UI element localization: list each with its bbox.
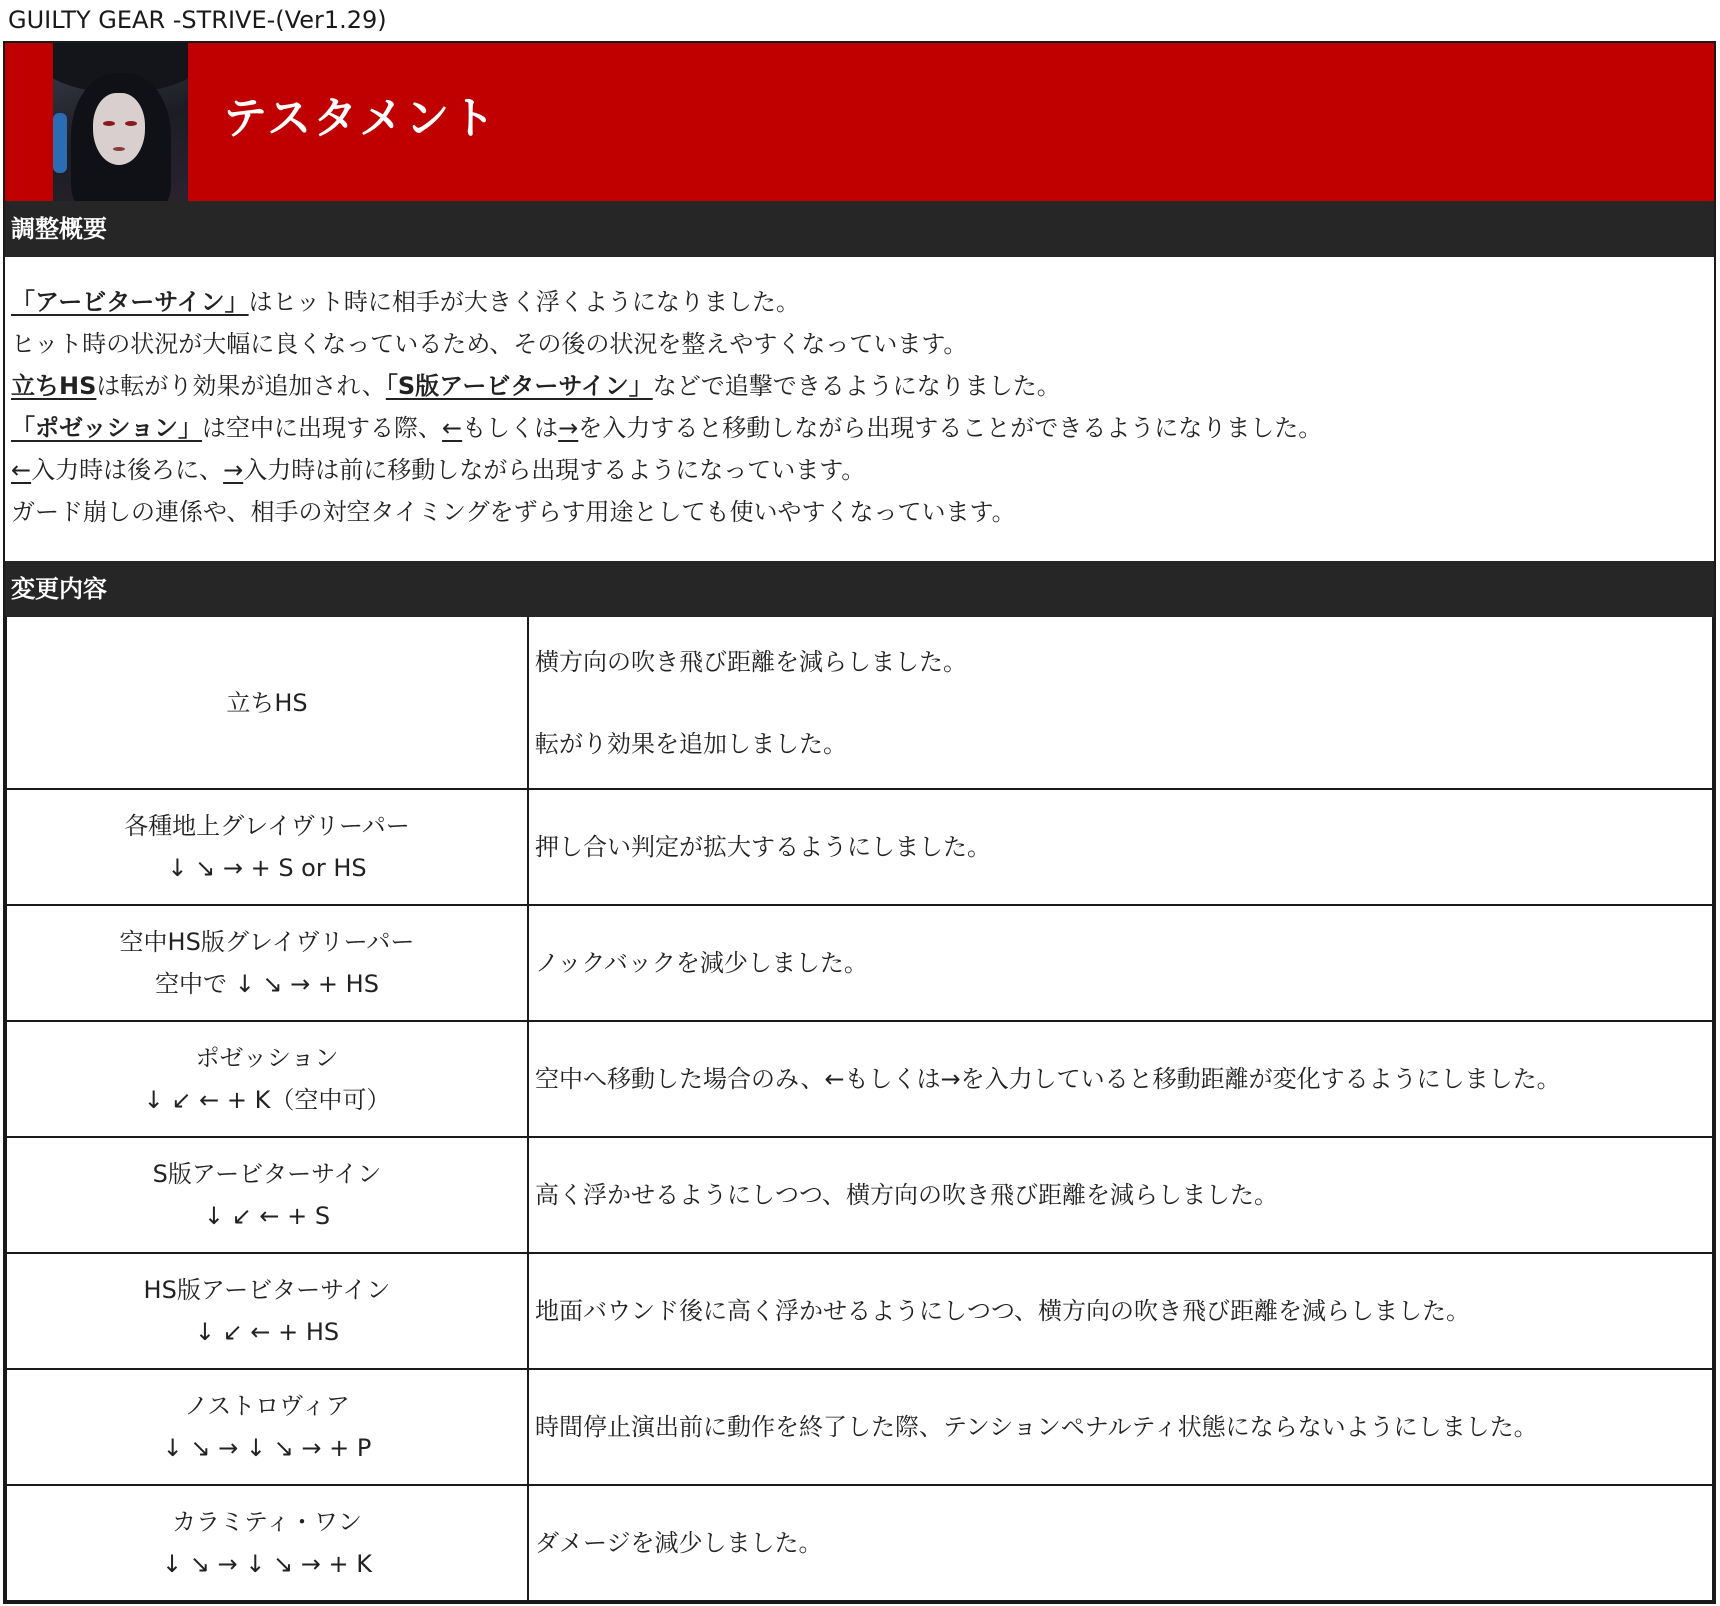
summary-text-fragment: ヒット時の状況が大幅に良くなっているため、その後の状況を整えやすくなっています。 <box>11 330 968 358</box>
move-cell <box>6 1369 528 1485</box>
portrait-lips <box>113 147 125 151</box>
patch-notes-panel <box>3 41 1716 1604</box>
summary-line <box>11 449 1701 491</box>
version-title: GUILTY GEAR -STRIVE-(Ver1.29) <box>8 6 387 34</box>
summary-text-fragment: などで追撃できるようになりました。 <box>652 372 1061 400</box>
move-name: 空中HS版グレイヴリーパー <box>119 928 415 956</box>
description-line: ノックバックを減少しました。 <box>535 949 868 977</box>
description-line: 横方向の吹き飛び距離を減らしました。 <box>535 647 967 676</box>
summary-text <box>11 281 1701 533</box>
portrait-accent <box>53 113 67 173</box>
description-cell <box>528 1485 1713 1601</box>
move-cell <box>6 905 528 1021</box>
move-name: ポゼッション <box>195 1044 339 1072</box>
summary-text-fragment: は空中に出現する際、 <box>202 414 443 442</box>
table-row <box>6 1369 1713 1485</box>
table-row <box>6 789 1713 905</box>
move-command: ↓ ↙ ← + K（空中可） <box>143 1086 391 1114</box>
changes-section-title: 変更内容 <box>5 561 1714 617</box>
description-cell <box>528 617 1713 789</box>
description-line: 転がり効果を追加しました。 <box>535 729 847 758</box>
description-cell <box>528 1369 1713 1485</box>
summary-section-title: 調整概要 <box>5 201 1714 257</box>
description-line: 高く浮かせるようにしつつ、横方向の吹き飛び距離を減らしました。 <box>535 1181 1279 1209</box>
move-cell <box>6 1253 528 1369</box>
portrait-eye-left <box>103 121 115 126</box>
summary-line <box>11 281 1701 323</box>
testament-portrait-icon <box>53 43 188 201</box>
move-cell <box>6 1137 528 1253</box>
portrait-face <box>93 93 145 165</box>
description-line: 空中へ移動した場合のみ、←もしくは→を入力していると移動距離が変化するようにしました。 <box>535 1065 1561 1093</box>
description-cell <box>528 905 1713 1021</box>
summary-text-fragment: を入力すると移動しながら出現することができるようになりました。 <box>578 414 1323 442</box>
table-row <box>6 617 1713 789</box>
move-name: 立ちHS <box>226 688 308 717</box>
summary-text-fragment: 入力時は後ろに、 <box>31 456 224 484</box>
changes-table <box>5 617 1714 1602</box>
move-name: HS版アービターサイン <box>143 1276 391 1304</box>
table-row <box>6 1137 1713 1253</box>
move-cell <box>6 617 528 789</box>
move-cell <box>6 1485 528 1601</box>
move-command: 空中で ↓ ↘ → + HS <box>155 970 379 998</box>
portrait-eye-right <box>125 121 137 126</box>
keyword-link: 「アービターサイン」 <box>11 288 249 316</box>
description-cell <box>528 1253 1713 1369</box>
table-row <box>6 1021 1713 1137</box>
description-line: 押し合い判定が拡大するようにしました。 <box>535 833 991 861</box>
summary-line <box>11 365 1701 407</box>
summary-text-fragment: は転がり効果が追加され、 <box>96 372 386 400</box>
description-cell <box>528 1137 1713 1253</box>
move-command: ↓ ↘ → ↓ ↘ → + P <box>162 1434 372 1462</box>
move-command: ↓ ↘ → ↓ ↘ → + K <box>162 1550 372 1578</box>
description-cell <box>528 789 1713 905</box>
character-name: テスタメント <box>223 93 498 144</box>
summary-line <box>11 491 1701 533</box>
summary-text-fragment: ガード崩しの連係や、相手の対空タイミングをずらす用途としても使いやすくなっています。 <box>11 498 1016 526</box>
summary-line <box>11 323 1701 365</box>
description-line: ダメージを減少しました。 <box>535 1529 823 1557</box>
move-name: カラミティ・ワン <box>171 1508 363 1536</box>
description-cell <box>528 1021 1713 1137</box>
move-cell <box>6 1021 528 1137</box>
description-line: 地面バウンド後に高く浮かせるようにしつつ、横方向の吹き飛び距離を減らしました。 <box>535 1297 1471 1325</box>
description-line: 時間停止演出前に動作を終了した際、テンションペナルティ状態にならないようにしました。 <box>535 1413 1538 1441</box>
summary-text-fragment: もしくは <box>462 414 559 442</box>
keyword-link: 立ちHS <box>11 372 97 400</box>
table-row <box>6 1485 1713 1601</box>
summary-line <box>11 407 1701 449</box>
keyword-link: 「ポゼッション」 <box>11 414 203 442</box>
keyword-link: 「S版アービターサイン」 <box>385 372 653 400</box>
move-name: ノストロヴィア <box>184 1392 350 1420</box>
character-header <box>5 43 1714 201</box>
arrow-left-icon: ← <box>11 456 32 484</box>
move-name: 各種地上グレイヴリーパー <box>124 812 410 840</box>
summary-text-fragment: はヒット時に相手が大きく浮くようになりました。 <box>248 288 800 316</box>
move-name: S版アービターサイン <box>152 1160 382 1188</box>
table-row <box>6 1253 1713 1369</box>
move-command: ↓ ↙ ← + HS <box>194 1318 340 1346</box>
move-command: ↓ ↙ ← + S <box>203 1202 331 1230</box>
arrow-left-icon: ← <box>442 414 463 442</box>
move-cell <box>6 789 528 905</box>
summary-text-fragment: 入力時は前に移動しながら出現するようになっています。 <box>243 456 866 484</box>
arrow-right-icon: → <box>223 456 244 484</box>
table-row <box>6 905 1713 1021</box>
move-command: ↓ ↘ → + S or HS <box>167 854 367 882</box>
arrow-right-icon: → <box>558 414 579 442</box>
